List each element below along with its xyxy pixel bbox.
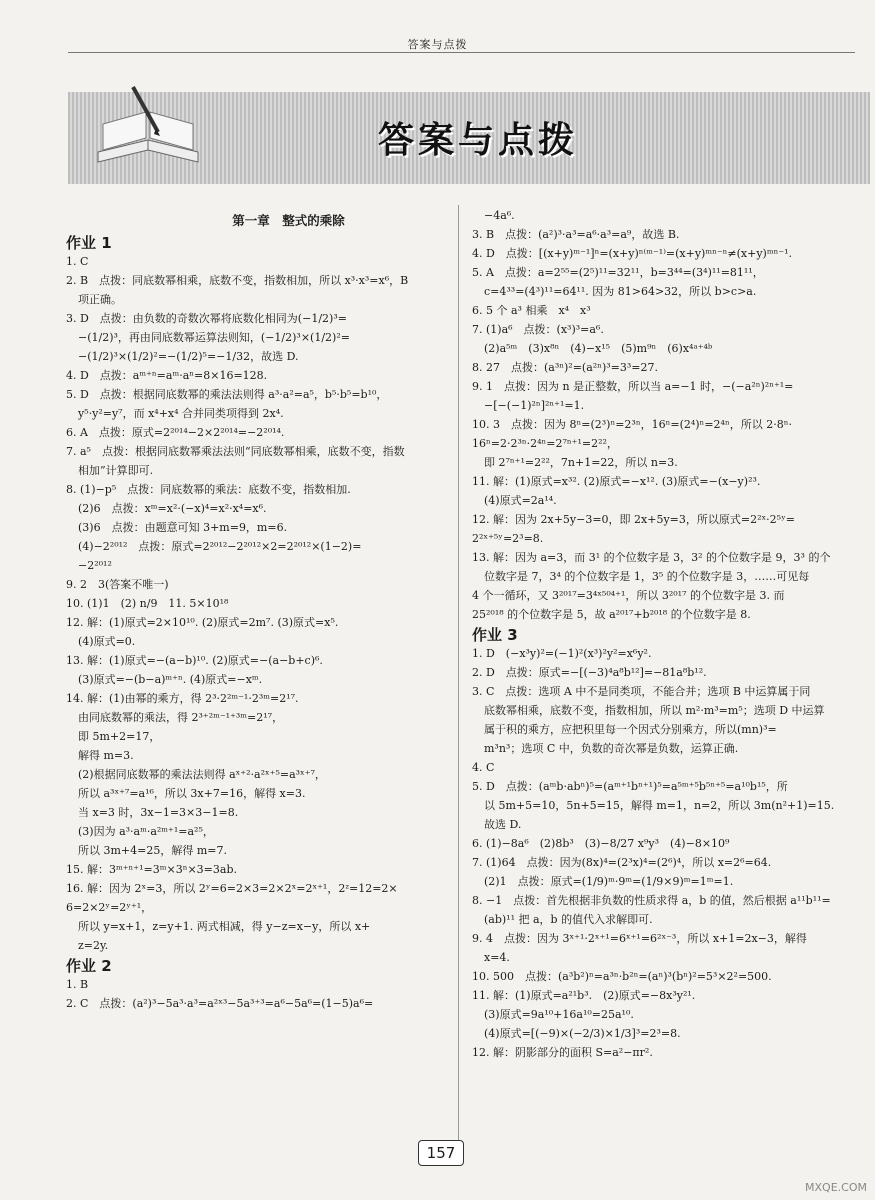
answer-line: −4a⁶.: [484, 209, 515, 222]
answer-line: 当 x=3 时，3x−1=3×3−1=8.: [78, 806, 239, 819]
answer-line: 3. B 点拨：(a²)³·a³=a⁶·a³=a⁹，故选 B.: [472, 228, 680, 241]
answer-line: 13. 解：(1)原式=−(a−b)¹⁰. (2)原式=−(a−b+c)⁶.: [66, 654, 323, 667]
answer-line: (2)1 点拨：原式=(1/9)ᵐ·9ᵐ=(1/9×9)ᵐ=1ᵐ=1.: [484, 875, 734, 888]
answer-line: (4)−2²⁰¹² 点拨：原式=2²⁰¹²−2²⁰¹²×2=2²⁰¹²×(1−2)=: [78, 540, 362, 553]
answer-line: 9. 4 点拨：因为 3ˣ⁺¹·2ˣ⁺¹=6ˣ⁺¹=6²ˣ⁻³，所以 x+1=2x−3，解得: [472, 932, 807, 945]
answer-line: y⁵·y²=y⁷，而 x⁴+x⁴ 合并同类项得到 2x⁴.: [78, 407, 284, 420]
page-number: 157: [418, 1140, 464, 1166]
hw2-answers: [66, 977, 451, 1012]
answer-line: 6. A 点拨：原式=2²⁰¹⁴−2×2²⁰¹⁴=−2²⁰¹⁴.: [66, 426, 285, 439]
answer-line: 所以 3m+4=25，解得 m=7.: [78, 844, 227, 857]
hw2-heading: 作业 2: [66, 957, 112, 975]
answer-line: 5. A 点拨：a=2⁵⁵=(2⁵)¹¹=32¹¹，b=3⁴⁴=(3⁴)¹¹=81¹¹，: [472, 266, 764, 279]
answer-line: −[−(−1)²ⁿ]²ⁿ⁺¹=1.: [484, 399, 585, 412]
hw3-answers: [472, 646, 852, 1061]
banner-title: 答案与点拨: [378, 120, 579, 161]
answer-line: 10. 500 点拨：(a³b²)ⁿ=a³ⁿ·b²ⁿ=(aⁿ)³(bⁿ)²=5³×2²=500.: [472, 970, 772, 983]
answer-line: (3)因为 a³·aᵐ·a²ᵐ⁺¹=a²⁵，: [78, 825, 214, 838]
answer-line: 7. a⁵ 点拨：根据同底数幂乘法法则“同底数幂相乘，底数不变，指数: [66, 445, 405, 458]
hw3-heading: 作业 3: [472, 626, 518, 644]
answer-line: x=4.: [484, 951, 510, 964]
answer-line: 4. C: [472, 761, 495, 774]
answer-line: 以 5m+5=10，5n+5=15，解得 m=1，n=2，所以 3m(n²+1)=15.: [484, 799, 835, 812]
answer-line: 10. 3 点拨：因为 8ⁿ=(2³)ⁿ=2³ⁿ，16ⁿ=(2⁴)ⁿ=2⁴ⁿ，所以 2·8ⁿ·: [472, 418, 792, 431]
header-rule: [68, 52, 855, 53]
answer-line: (ab)¹¹ 把 a，b 的值代入求解即可.: [484, 913, 653, 926]
answer-line: (3)原式=9a¹⁰+16a¹⁰=25a¹⁰.: [484, 1008, 634, 1021]
answer-line: 6=2×2ʸ=2ʸ⁺¹，: [66, 901, 153, 914]
answer-line: 4. D 点拨：aᵐ⁺ⁿ=aᵐ·aⁿ=8×16=128.: [66, 369, 268, 382]
answer-line: 1. C: [66, 255, 89, 268]
answer-line: (4)原式=2a¹⁴.: [484, 494, 557, 507]
answer-line: 15. 解：3ᵐ⁺ⁿ⁺¹=3ᵐ×3ⁿ×3=3ab.: [66, 863, 237, 876]
answer-line: 12. 解：(1)原式=2×10¹⁰. (2)原式=2m⁷. (3)原式=x⁵.: [66, 616, 339, 629]
answer-line: 1. D (−x³y)²=(−1)²(x³)²y²=x⁶y².: [472, 647, 652, 660]
answer-line: (2)a⁵ᵐ (3)x⁸ⁿ (4)−x¹⁵ (5)m⁹ⁿ (6)x⁴ᵃ⁺⁴ᵇ: [484, 342, 713, 355]
answer-line: 3. C 点拨：选项 A 中不是同类项，不能合并；选项 B 中运算属于同: [472, 685, 811, 698]
answer-line: 即 5m+2=17，: [78, 730, 161, 743]
answer-line: 13. 解：因为 a=3，而 3¹ 的个位数字是 3，3² 的个位数字是 9，3³ 的个: [472, 551, 831, 564]
answer-line: 7. (1)64 点拨：因为(8x)⁴=(2³x)⁴=(2⁶)⁴，所以 x=2⁶=64.: [472, 856, 772, 869]
answer-line: 2. B 点拨：同底数幂相乘，底数不变，指数相加，所以 x³·x³=x⁶，B: [66, 274, 409, 287]
answer-line: 8. 27 点拨：(a³ⁿ)²=(a²ⁿ)³=3³=27.: [472, 361, 658, 374]
answer-line: 12. 解：因为 2x+5y−3=0，即 2x+5y=3，所以原式=2²ˣ·2⁵ʸ=: [472, 513, 795, 526]
answer-line: 2²ˣ⁺⁵ʸ=2³=8.: [472, 532, 544, 545]
answer-line: 4 个一循环，又 3²⁰¹⁷=3⁴ˣ⁵⁰⁴⁺¹，所以 3²⁰¹⁷ 的个位数字是 3. 而: [472, 589, 785, 602]
answer-line: 16. 解：因为 2ˣ=3，所以 2ʸ=6=2×3=2×2ˣ=2ˣ⁺¹，2ᶻ=12=2×: [66, 882, 398, 895]
banner: [68, 92, 870, 184]
answer-line: 5. D 点拨：根据同底数幂的乘法法则得 a³·a²=a⁵，b⁵·b⁵=b¹⁰，: [66, 388, 388, 401]
answer-line: 2. C 点拨：(a²)³−5a³·a³=a²ˣ³−5a³⁺³=a⁶−5a⁶=(1−5)a⁶=: [66, 997, 374, 1010]
answer-line: (3)原式=−(b−a)ᵐ⁺ⁿ. (4)原式=−xᵐ.: [78, 673, 263, 686]
answer-line: 9. 1 点拨：因为 n 是正整数，所以当 a=−1 时，−(−a²ⁿ)²ⁿ⁺¹=: [472, 380, 794, 393]
right-column: [472, 205, 852, 1064]
answer-line: 14. 解：(1)由幂的乘方，得 2³·2²ᵐ⁻¹·2³ᵐ=2¹⁷.: [66, 692, 299, 705]
answer-line: (2)6 点拨：xᵐ=x²·(−x)⁴=x²·x⁴=x⁶.: [78, 502, 267, 515]
answer-line: 8. (1)−p⁵ 点拨：同底数幂的乘法：底数不变，指数相加.: [66, 483, 351, 496]
answer-line: 相加”计算即可.: [78, 464, 154, 477]
answer-line: 1. B: [66, 978, 89, 991]
answer-line: 所以 y=x+1，z=y+1. 两式相减，得 y−z=x−y，所以 x+: [78, 920, 371, 933]
answer-line: 6. 5 个 a³ 相乘 x⁴ x³: [472, 304, 591, 317]
answer-line: −(1/2)³，再由同底数幂运算法则知，(−1/2)³×(1/2)²=: [78, 331, 350, 344]
answer-line: 11. 解：(1)原式=a²¹b³. (2)原式=−8x³y²¹.: [472, 989, 696, 1002]
answer-line: 属于积的乘方，应把积里每一个因式分别乘方，所以(mn)³=: [484, 723, 777, 736]
answer-line: 6. (1)−8a⁶ (2)8b³ (3)−8/27 x⁹y³ (4)−8×10⁹: [472, 837, 730, 850]
answer-line: (4)原式=[(−9)×(−2/3)×1/3]³=2³=8.: [484, 1027, 681, 1040]
book-pen-icon: [88, 82, 208, 182]
answer-line: 所以 a³ˣ⁺⁷=a¹⁶，所以 3x+7=16，解得 x=3.: [78, 787, 306, 800]
answer-line: 9. 2 3(答案不唯一): [66, 578, 169, 591]
chapter-title: 第一章 整式的乘除: [232, 213, 345, 228]
answer-line: 5. D 点拨：(aᵐb·abⁿ)⁵=(aᵐ⁺¹bⁿ⁺¹)⁵=a⁵ᵐ⁺⁵b⁵ⁿ⁺⁵=a¹⁰b¹⁵，所: [472, 780, 788, 793]
answer-line: (3)6 点拨：由题意可知 3+m=9，m=6.: [78, 521, 288, 534]
column-divider: [458, 205, 459, 1165]
answer-line: z=2y.: [78, 939, 109, 952]
answer-line: 7. (1)a⁶ 点拨：(x³)³=a⁶.: [472, 323, 604, 336]
answer-line: (4)原式=0.: [78, 635, 136, 648]
answer-line: c=4³³=(4³)¹¹=64¹¹. 因为 81>64>32，所以 b>c>a.: [484, 285, 757, 298]
answer-line: −2²⁰¹²: [78, 559, 112, 572]
answer-line: 底数幂相乘，底数不变，指数相加，所以 m²·m³=m⁵；选项 D 中运算: [484, 704, 825, 717]
answer-line: (2)根据同底数幂的乘法法则得 aˣ⁺²·a²ˣ⁺⁵=a³ˣ⁺⁷，: [78, 768, 326, 781]
answer-line: 4. D 点拨：[(x+y)ᵐ⁻¹]ⁿ=(x+y)ⁿ⁽ᵐ⁻¹⁾=(x+y)ᵐⁿ⁻ⁿ≠(x+y)ᵐⁿ⁻¹.: [472, 247, 793, 260]
answer-line: 10. (1)1 (2) n/9 11. 5×10¹⁸: [66, 597, 229, 610]
answer-line: m³n³；选项 C 中，负数的奇次幂是负数，运算正确.: [484, 742, 739, 755]
answer-line: 3. D 点拨：由负数的奇数次幂将底数化相同为(−1/2)³=: [66, 312, 347, 325]
answer-line: 即 2⁷ⁿ⁺¹=2²²，7n+1=22，所以 n=3.: [484, 456, 678, 469]
running-header: 答案与点拨: [407, 38, 468, 51]
answer-line: 位数字是 7，3⁴ 的个位数字是 1，3⁵ 的个位数字是 3，……可见每: [484, 570, 810, 583]
answer-line: 8. −1 点拨：首先根据非负数的性质求得 a，b 的值，然后根据 a¹¹b¹¹=: [472, 894, 831, 907]
left-column: [66, 205, 451, 1015]
hw1-heading: 作业 1: [66, 234, 112, 252]
answer-line: −(1/2)³×(1/2)²=−(1/2)⁵=−1/32，故选 D.: [78, 350, 299, 363]
hw2-answers-cont: [472, 208, 852, 623]
answer-line: 16ⁿ=2·2³ⁿ·2⁴ⁿ=2⁷ⁿ⁺¹=2²²，: [472, 437, 618, 450]
answer-line: 解得 m=3.: [78, 749, 134, 762]
answer-line: 12. 解：阴影部分的面积 S=a²−πr².: [472, 1046, 653, 1059]
answer-line: 由同底数幂的乘法，得 2³⁺²ᵐ⁻¹⁺³ᵐ=2¹⁷，: [78, 711, 284, 724]
answer-line: 项正确。: [78, 293, 122, 306]
hw1-answers: [66, 254, 451, 954]
answer-line: 25²⁰¹⁸ 的个位数字是 5，故 a²⁰¹⁷+b²⁰¹⁸ 的个位数字是 8.: [472, 608, 751, 621]
answer-line: 2. D 点拨：原式=−[(−3)⁴a⁸b¹²]=−81a⁸b¹².: [472, 666, 707, 679]
answer-line: 故选 D.: [484, 818, 522, 831]
answer-line: 11. 解：(1)原式=x³². (2)原式=−x¹². (3)原式=−(x−y)²³.: [472, 475, 761, 488]
watermark: MXQE.COM: [805, 1181, 867, 1194]
